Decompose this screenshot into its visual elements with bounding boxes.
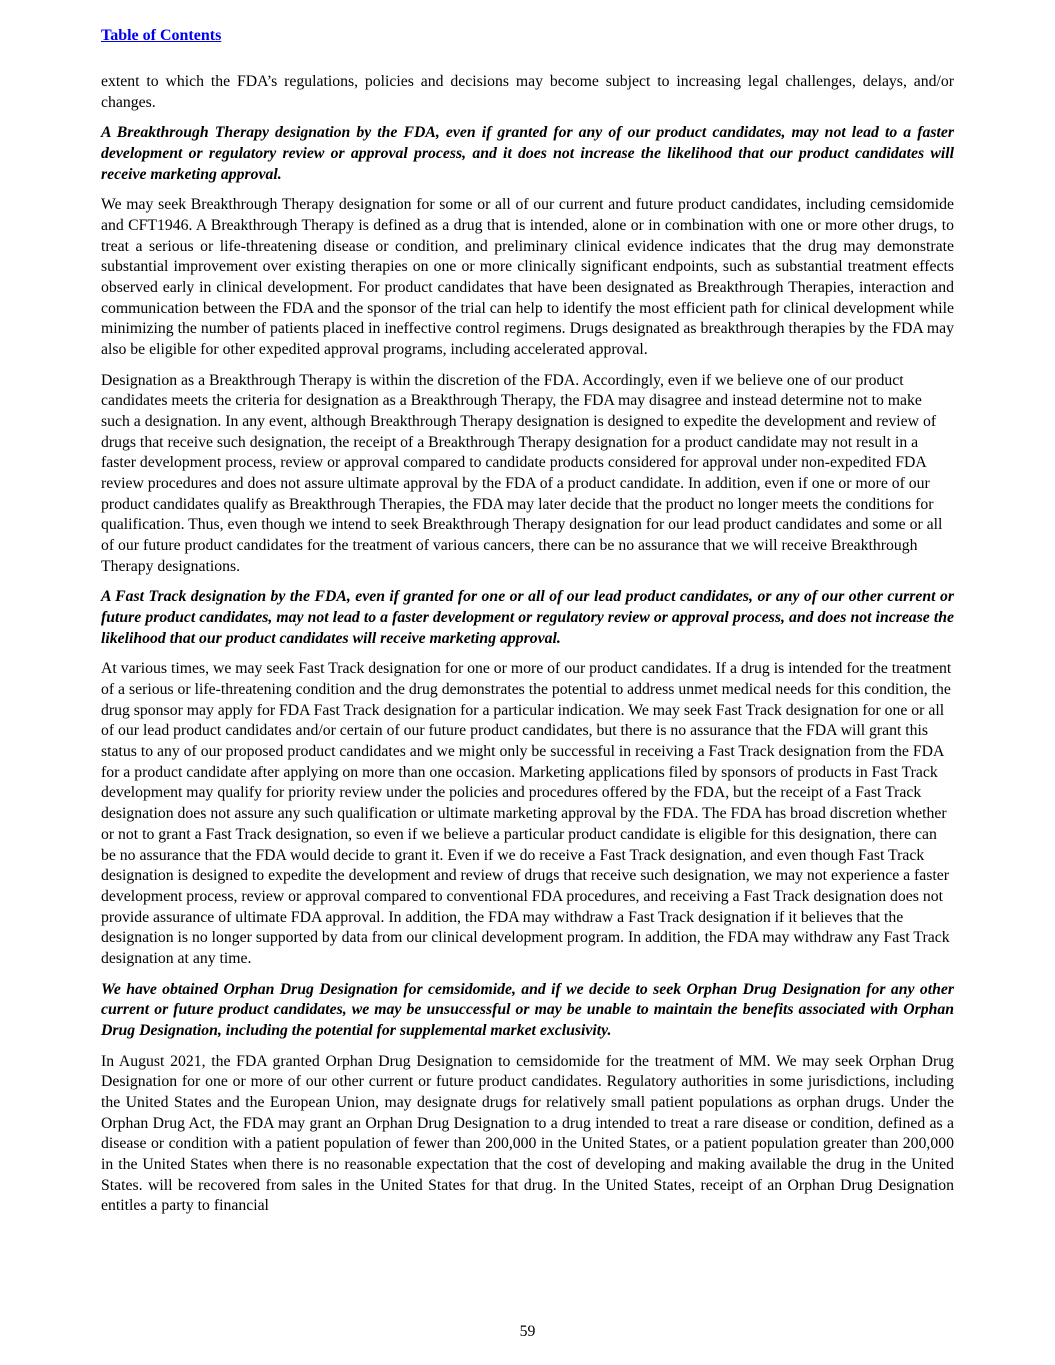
table-of-contents-link[interactable]: Table of Contents: [101, 27, 222, 44]
paragraph-breakthrough-discretion: Designation as a Breakthrough Therapy is within the discretion of the FDA. Accordingly, even if we believe one of our product candidates meets the criteria for designation as a Breakthrough Therapy, the FDA may disagree and instead determine not to make such a designation. In any event, although Breakthrough Therapy designation is designed to expedite the development and review of drugs that receive such designation, the receipt of a Breakthrough Therapy designation for a product candidate may not result in a faster development process, review or approval compared to candidate products considered for approval under non-expedited FDA review procedures and does not assure ultimate approval by the FDA of a product candidate. In addition, even if one or more of our product candidates qualify as Breakthrough Therapies, the FDA may later decide that the product no longer meets the conditions for qualification. Thus, even though we intend to seek Breakthrough Therapy designation for our lead product candidates and some or all of our future product candidates for the treatment of various cancers, there can be no assurance that we will receive Breakthrough Therapy designations.: [101, 371, 943, 575]
paragraph-orphan-drug: In August 2021, the FDA granted Orphan Drug Designation to cemsidomide for the treatment of MM. We may seek Orphan Drug Designation for one or more of our other current or future product candidates. Regulatory authorities in some jurisdictions, including the United States and the European Union, may designate drugs for relatively small patient populations as orphan drugs. Under the Orphan Drug Act, the FDA may grant an Orphan Drug Designation to a drug intended to treat a rare disease or condition, defined as a disease or condition with a patient population of fewer than 200,000 in the United States, or a patient population greater than 200,000 in the United States when there is no reasonable expectation that the cost of developing and making available the drug in the United States. will be recovered from sales in the United States for that drug. In the United States, receipt of an Orphan Drug Designation entitles a party to financial: [101, 1052, 954, 1215]
paragraph-fast-track: At various times, we may seek Fast Track designation for one or more of our product candidates. If a drug is intended for the treatment of a serious or life-threatening condition and the drug demonstrates the potential to address unmet medical needs for this condition, the drug sponsor may apply for FDA Fast Track designation for a particular indication. We may seek Fast Track designation for one or all of our lead product candidates and/or certain of our future product candidates, but there is no assurance that the FDA will grant this status to any of our proposed product candidates and we might only be successful in receiving a Fast Track designation from the FDA for a product candidate after applying on more than one occasion. Marketing applications filed by sponsors of products in Fast Track development may qualify for priority review under the policies and procedures offered by the FDA, but the receipt of a Fast Track designation does not assure any such qualification or ultimate marketing approval by the FDA. The FDA has broad discretion whether or not to grant a Fast Track designation, so even if we believe a particular product candidate is eligible for this designation, there can be no assurance that the FDA would decide to grant it. Even if we do receive a Fast Track designation, and even though Fast Track designation is designed to expedite the development and review of drugs that receive such designation, we may not experience a faster development process, review or approval compared to conventional FDA procedures, and receiving a Fast Track designation does not provide assurance of ultimate FDA approval. In addition, the FDA may withdraw a Fast Track designation if it believes that the designation is no longer supported by data from our clinical development program. In addition, the FDA may withdraw any Fast Track designation at any time.: [101, 660, 952, 968]
paragraph-breakthrough-definition: We may seek Breakthrough Therapy designation for some or all of our current and future product candidates, including cemsidomide and CFT1946. A Breakthrough Therapy is defined as a drug that is intended, alone or in combination with one or more other drugs, to treat a serious or life-threatening disease or condition, and preliminary clinical evidence indicates that the drug may demonstrate substantial improvement over existing therapies on one or more clinically significant endpoints, such as substantial treatment effects observed early in clinical development. For product candidates that have been designated as Breakthrough Therapies, interaction and communication between the FDA and the sponsor of the trial can help to identify the most efficient path for clinical development while minimizing the number of patients placed in ineffective control regimens. Drugs designated as breakthrough therapies by the FDA may also be eligible for other expedited approval programs, including accelerated approval.: [101, 196, 954, 359]
heading-breakthrough-therapy: A Breakthrough Therapy designation by the FDA, even if granted for any of our product candidates, may not lead to a faster development or regulatory review or approval process, and it does not increase the likelihood that our product candidates will receive marketing approval.: [101, 124, 954, 183]
page-number: 59: [519, 1323, 536, 1340]
document-page: [101, 26, 954, 1227]
paragraph-continuation: extent to which the FDA’s regulations, policies and decisions may become subject to increasing legal challenges, delays, and/or changes.: [101, 73, 954, 111]
heading-fast-track: A Fast Track designation by the FDA, even if granted for one or all of our lead product candidates, or any of our other current or future product candidates, may not lead to a faster development or regulatory review or approval process, and does not increase the likelihood that our product candidates will receive marketing approval.: [101, 588, 954, 647]
heading-orphan-drug: We have obtained Orphan Drug Designation for cemsidomide, and if we decide to seek Orphan Drug Designation for any other current or future product candidates, we may be unsuccessful or may be unable to maintain the benefits associated with Orphan Drug Designation, including the potential for supplemental market exclusivity.: [101, 980, 954, 1040]
